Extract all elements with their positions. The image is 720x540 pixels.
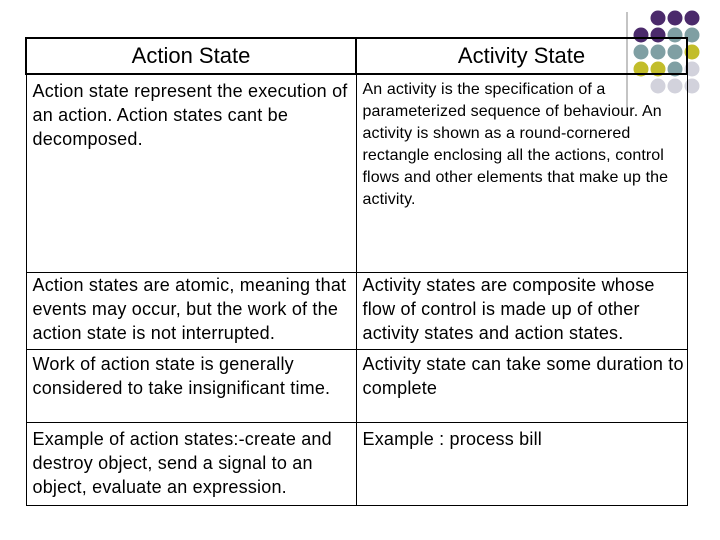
action-cell: Action states are atomic, meaning that events may occur, but the work of the action state is not interrupted. — [26, 273, 356, 350]
table-row — [26, 74, 687, 273]
decorative-dot — [651, 11, 666, 26]
activity-cell: An activity is the specification of a parameterized sequence of behaviour. An activity is shown as a round-cornered rectangle enclosing all the actions, control flows and other elements that make up the activity. — [356, 74, 687, 273]
decorative-dot — [685, 11, 700, 26]
header-activity-state: Activity State — [356, 38, 687, 74]
action-cell: Example of action states:-create and destroy object, send a signal to an object, evaluate an expression. — [26, 423, 356, 506]
action-cell: Action state represent the execution of an action. Action states cant be decomposed. — [26, 74, 356, 273]
table-row — [26, 350, 687, 423]
activity-cell: Example : process bill — [356, 423, 687, 506]
table-row — [26, 273, 687, 350]
decorative-dot — [668, 11, 683, 26]
header-action-state: Action State — [26, 38, 356, 74]
action-cell: Work of action state is generally considered to take insignificant time. — [26, 350, 356, 423]
table-header-row — [26, 38, 687, 74]
table-row — [26, 423, 687, 506]
activity-cell: Activity states are composite whose flow of control is made up of other activity states and action states. — [356, 273, 687, 350]
comparison-table — [25, 37, 688, 506]
activity-cell: Activity state can take some duration to complete — [356, 350, 687, 423]
